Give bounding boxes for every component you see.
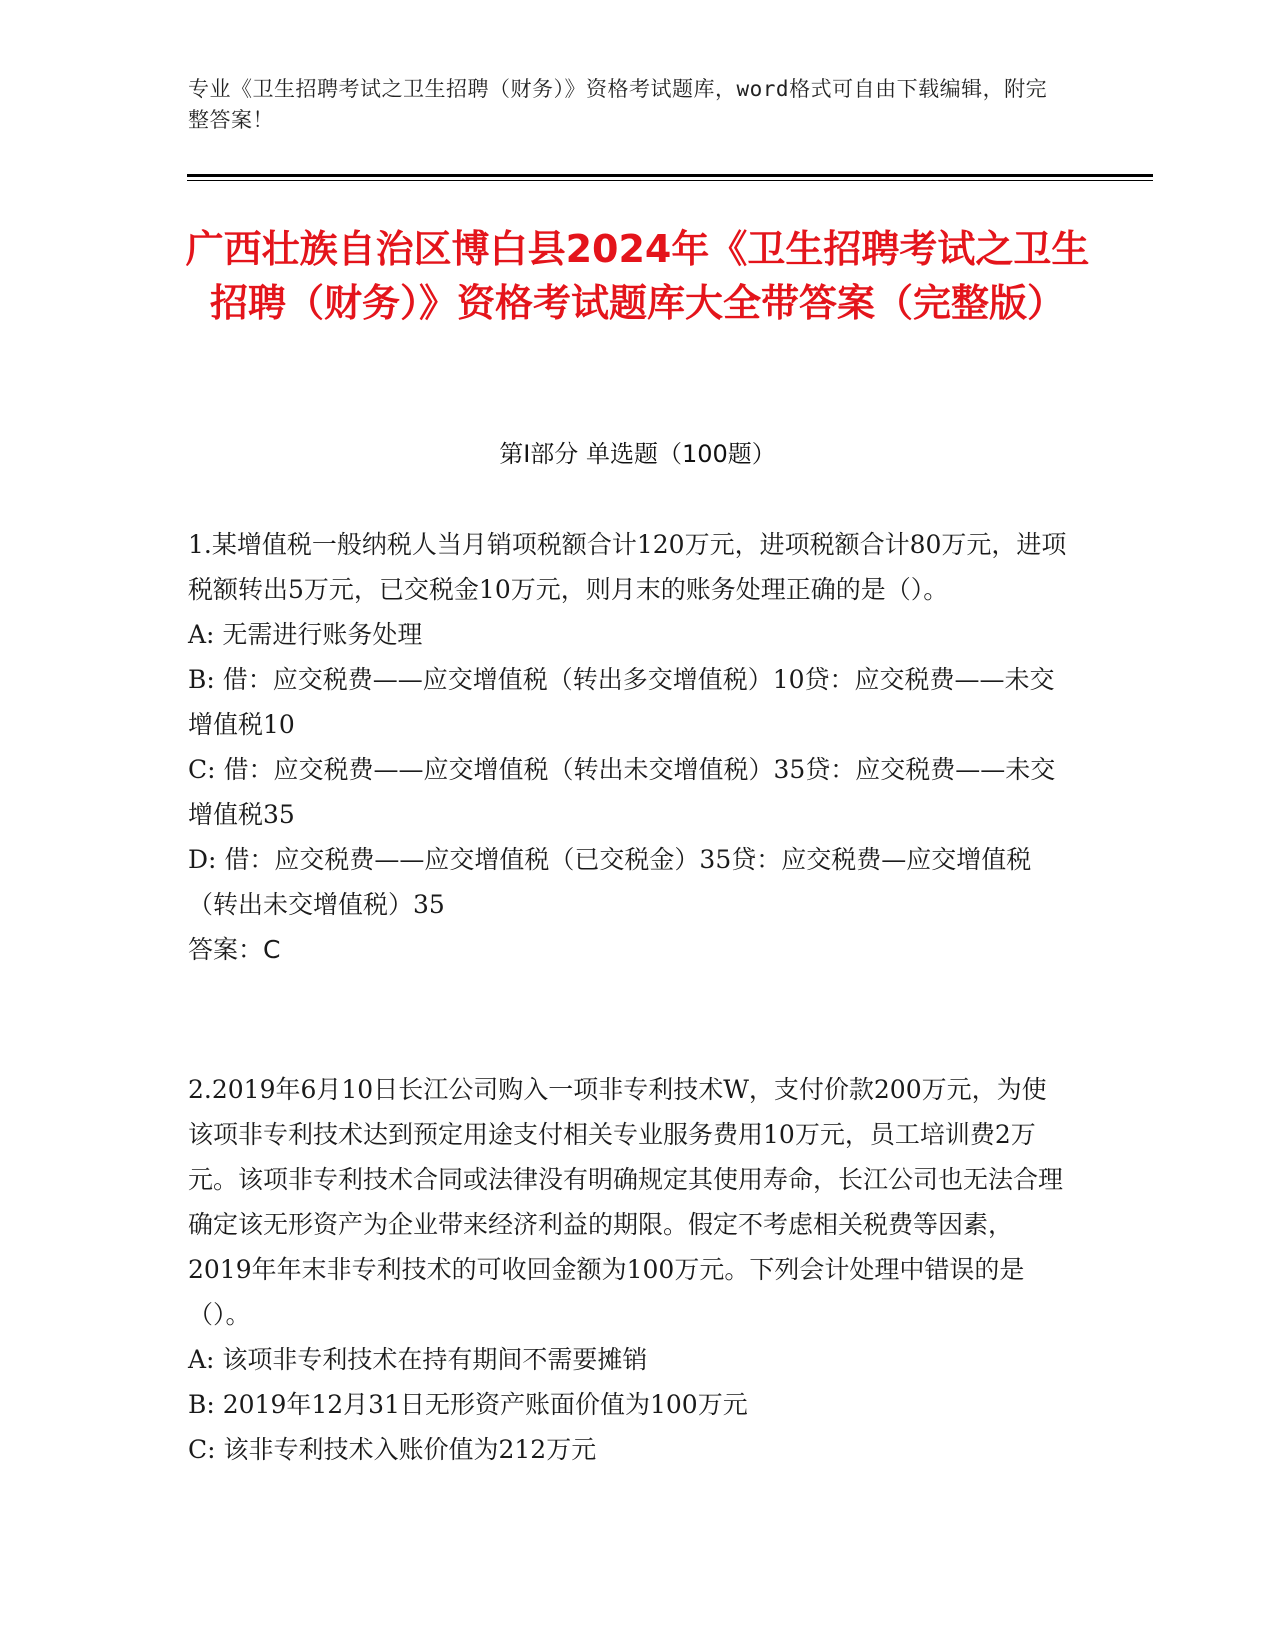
section-heading: 第Ⅰ部分 单选题（100题）: [499, 440, 776, 468]
option-c: C: 该非专利技术入账价值为212万元: [188, 1435, 597, 1464]
header-divider-thick: [187, 174, 1153, 177]
option-d: D: 借：应交税费——应交增值税（已交税金）35贷：应交税费—应交增值税（转出未交增值税）35: [188, 845, 1032, 919]
option-c: C: 借：应交税费——应交增值税（转出未交增值税）35贷：应交税费——未交增值税35: [188, 755, 1056, 829]
question-2: [188, 1067, 1068, 1472]
header-note: 专业《卫生招聘考试之卫生招聘（财务）》资格考试题库，word格式可自由下载编辑，附完整答案！: [188, 77, 1048, 132]
document-title: 广西壮族自治区博白县2024年《卫生招聘考试之卫生招聘（财务）》资格考试题库大全带答案（完整版）: [185, 227, 1090, 325]
option-b: B: 借：应交税费——应交增值税（转出多交增值税）10贷：应交税费——未交增值税10: [188, 665, 1055, 739]
question-stem: 1.某增值税一般纳税人当月销项税额合计120万元，进项税额合计80万元，进项税额转出5万元，已交税金10万元，则月末的账务处理正确的是（）。: [188, 530, 1067, 604]
option-a: A: 无需进行账务处理: [188, 620, 423, 649]
question-stem: 2.2019年6月10日长江公司购入一项非专利技术W，支付价款200万元，为使该项非专利技术达到预定用途支付相关专业服务费用10万元，员工培训费2万元。该项非专利技术合同或法律没有明确规定其使用寿命，长江公司也无法合理确定该无形资产为企业带来经济利益的期限。假定不考虑相关税费等因素，2019年年末非专利技术的可收回金额为100万元。下列会计处理中错误的是（）。: [188, 1075, 1064, 1329]
answer-line: 答案：C: [188, 935, 281, 964]
header-divider-thin: [187, 180, 1153, 181]
option-b: B: 2019年12月31日无形资产账面价值为100万元: [188, 1390, 748, 1419]
option-a: A: 该项非专利技术在持有期间不需要摊销: [188, 1345, 648, 1374]
question-1: [188, 522, 1068, 972]
